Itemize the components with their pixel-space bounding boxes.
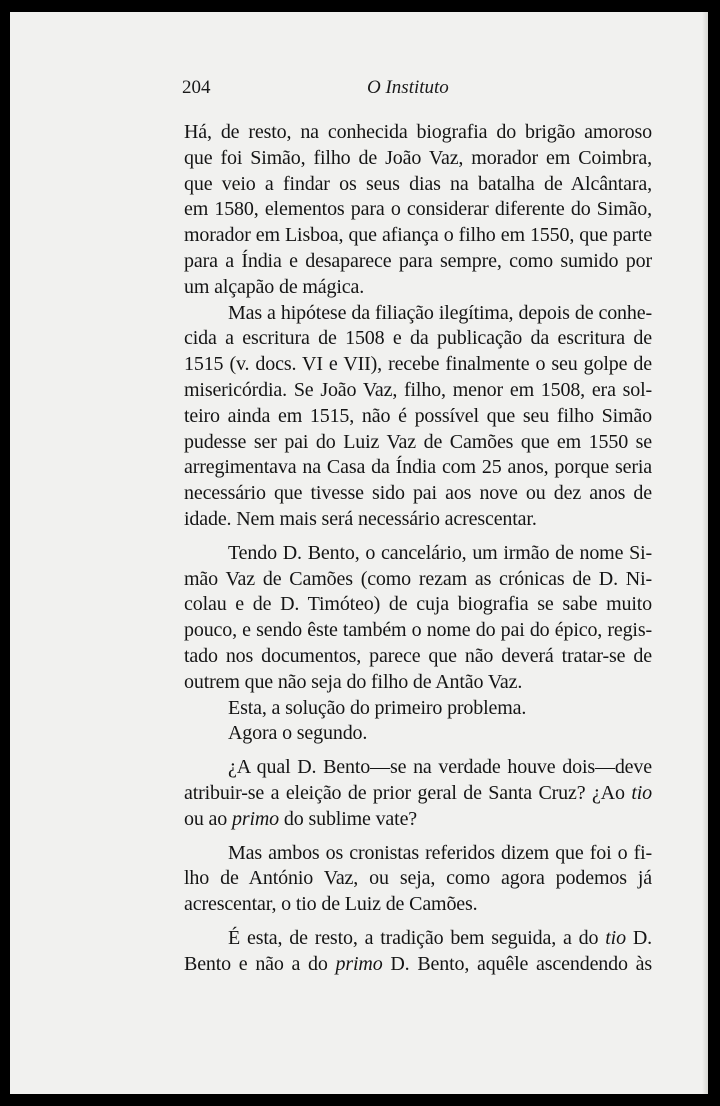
text-line: tado nos documentos, parece que não deverá tratar-se de (184, 644, 652, 667)
text-line: para a Índia e desaparece para sempre, como sumido por (184, 249, 652, 272)
text-line: acrescentar, o tio de Luiz de Camões. (184, 893, 478, 916)
text-line: pouco, e sendo êste também o nome do pai do épico, regis- (184, 619, 652, 642)
text-run: ou ao (184, 807, 228, 830)
paragraph (184, 721, 652, 747)
book-page (10, 12, 708, 1094)
paragraph (184, 301, 652, 533)
page-number: 204 (182, 77, 211, 98)
text-line: ¿A qual D. Bento—se na verdade houve dois—deve (228, 756, 652, 779)
italic-word: primo (232, 807, 280, 830)
paragraph (184, 755, 652, 832)
text-line: teiro ainda em 1515, não é possível que seu filho Simão (184, 404, 652, 427)
text-line: Há, de resto, na conhecida biografia do brigão amoroso (184, 121, 652, 143)
text-line: outrem que não seja do filho de Antão Vaz. (184, 670, 523, 693)
text-line: lho de António Vaz, ou seja, como agora podemos já (184, 867, 652, 890)
italic-word: tio (631, 781, 652, 804)
italic-word: tio (605, 926, 626, 949)
text-line (184, 781, 652, 807)
text-line: que veio a findar os seus dias na batalha de Alcântara, (184, 172, 652, 195)
text-line: que foi Simão, filho de João Vaz, morador em Coimbra, (184, 146, 652, 169)
running-title: O Instituto (367, 77, 449, 98)
text-line: um alçapão de mágica. (184, 275, 365, 298)
paragraph (184, 120, 652, 301)
text-run: Bento e não a do (184, 952, 328, 975)
text-line (184, 926, 652, 952)
paragraph (184, 926, 652, 978)
paragraph (184, 841, 652, 918)
text-line: necessário que tivesse sido pai aos nove ou dez anos de (184, 482, 652, 505)
text-line: Mas a hipótese da filiação ilegítima, depois de conhe- (228, 301, 652, 324)
italic-word: primo (335, 952, 383, 975)
text-line: morador em Lisboa, que afiança o filho em 1550, que parte (184, 224, 652, 247)
paragraph (184, 696, 652, 722)
body-text (184, 120, 652, 978)
text-line: mão Vaz de Camões (como rezam as crónicas de D. Ni- (184, 567, 652, 590)
text-line: pudesse ser pai do Luiz Vaz de Camões que em 1550 se (184, 430, 652, 453)
paragraph (184, 541, 652, 696)
text-line: cida a escritura de 1508 e da publicação da escritura de (184, 327, 652, 350)
text-run: atribuir-se a eleição de prior geral de Santa Cruz? ¿Ao (184, 781, 625, 804)
text-line: Esta, a solução do primeiro problema. (228, 696, 527, 719)
text-line (184, 952, 652, 978)
page-edge (702, 12, 708, 1094)
text-line: arregimentava na Casa da Índia com 25 anos, porque seria (184, 456, 652, 479)
text-line: colau e de D. Timóteo) de cuja biografia se sabe muito (184, 593, 652, 616)
text-run: D. Bento, aquêle ascendendo às (390, 952, 652, 975)
text-line (184, 807, 652, 833)
text-run: do sublime vate? (283, 807, 418, 830)
text-line: em 1580, elementos para o considerar diferente do Simão, (184, 198, 652, 221)
text-line: Mas ambos os cronistas referidos dizem que foi o fi- (228, 841, 652, 864)
text-line: Agora o segundo. (228, 722, 368, 745)
text-line: misericórdia. Se João Vaz, filho, menor em 1508, era sol- (184, 378, 652, 401)
text-run: D. (632, 926, 652, 949)
text-line: Tendo D. Bento, o cancelário, um irmão de nome Si- (228, 541, 652, 564)
text-run: É esta, de resto, a tradição bem seguida, a do (228, 926, 599, 949)
page-header (182, 75, 502, 103)
text-line: 1515 (v. docs. VI e VII), recebe finalmente o seu golpe de (184, 353, 652, 376)
text-line: idade. Nem mais será necessário acrescentar. (184, 507, 537, 530)
